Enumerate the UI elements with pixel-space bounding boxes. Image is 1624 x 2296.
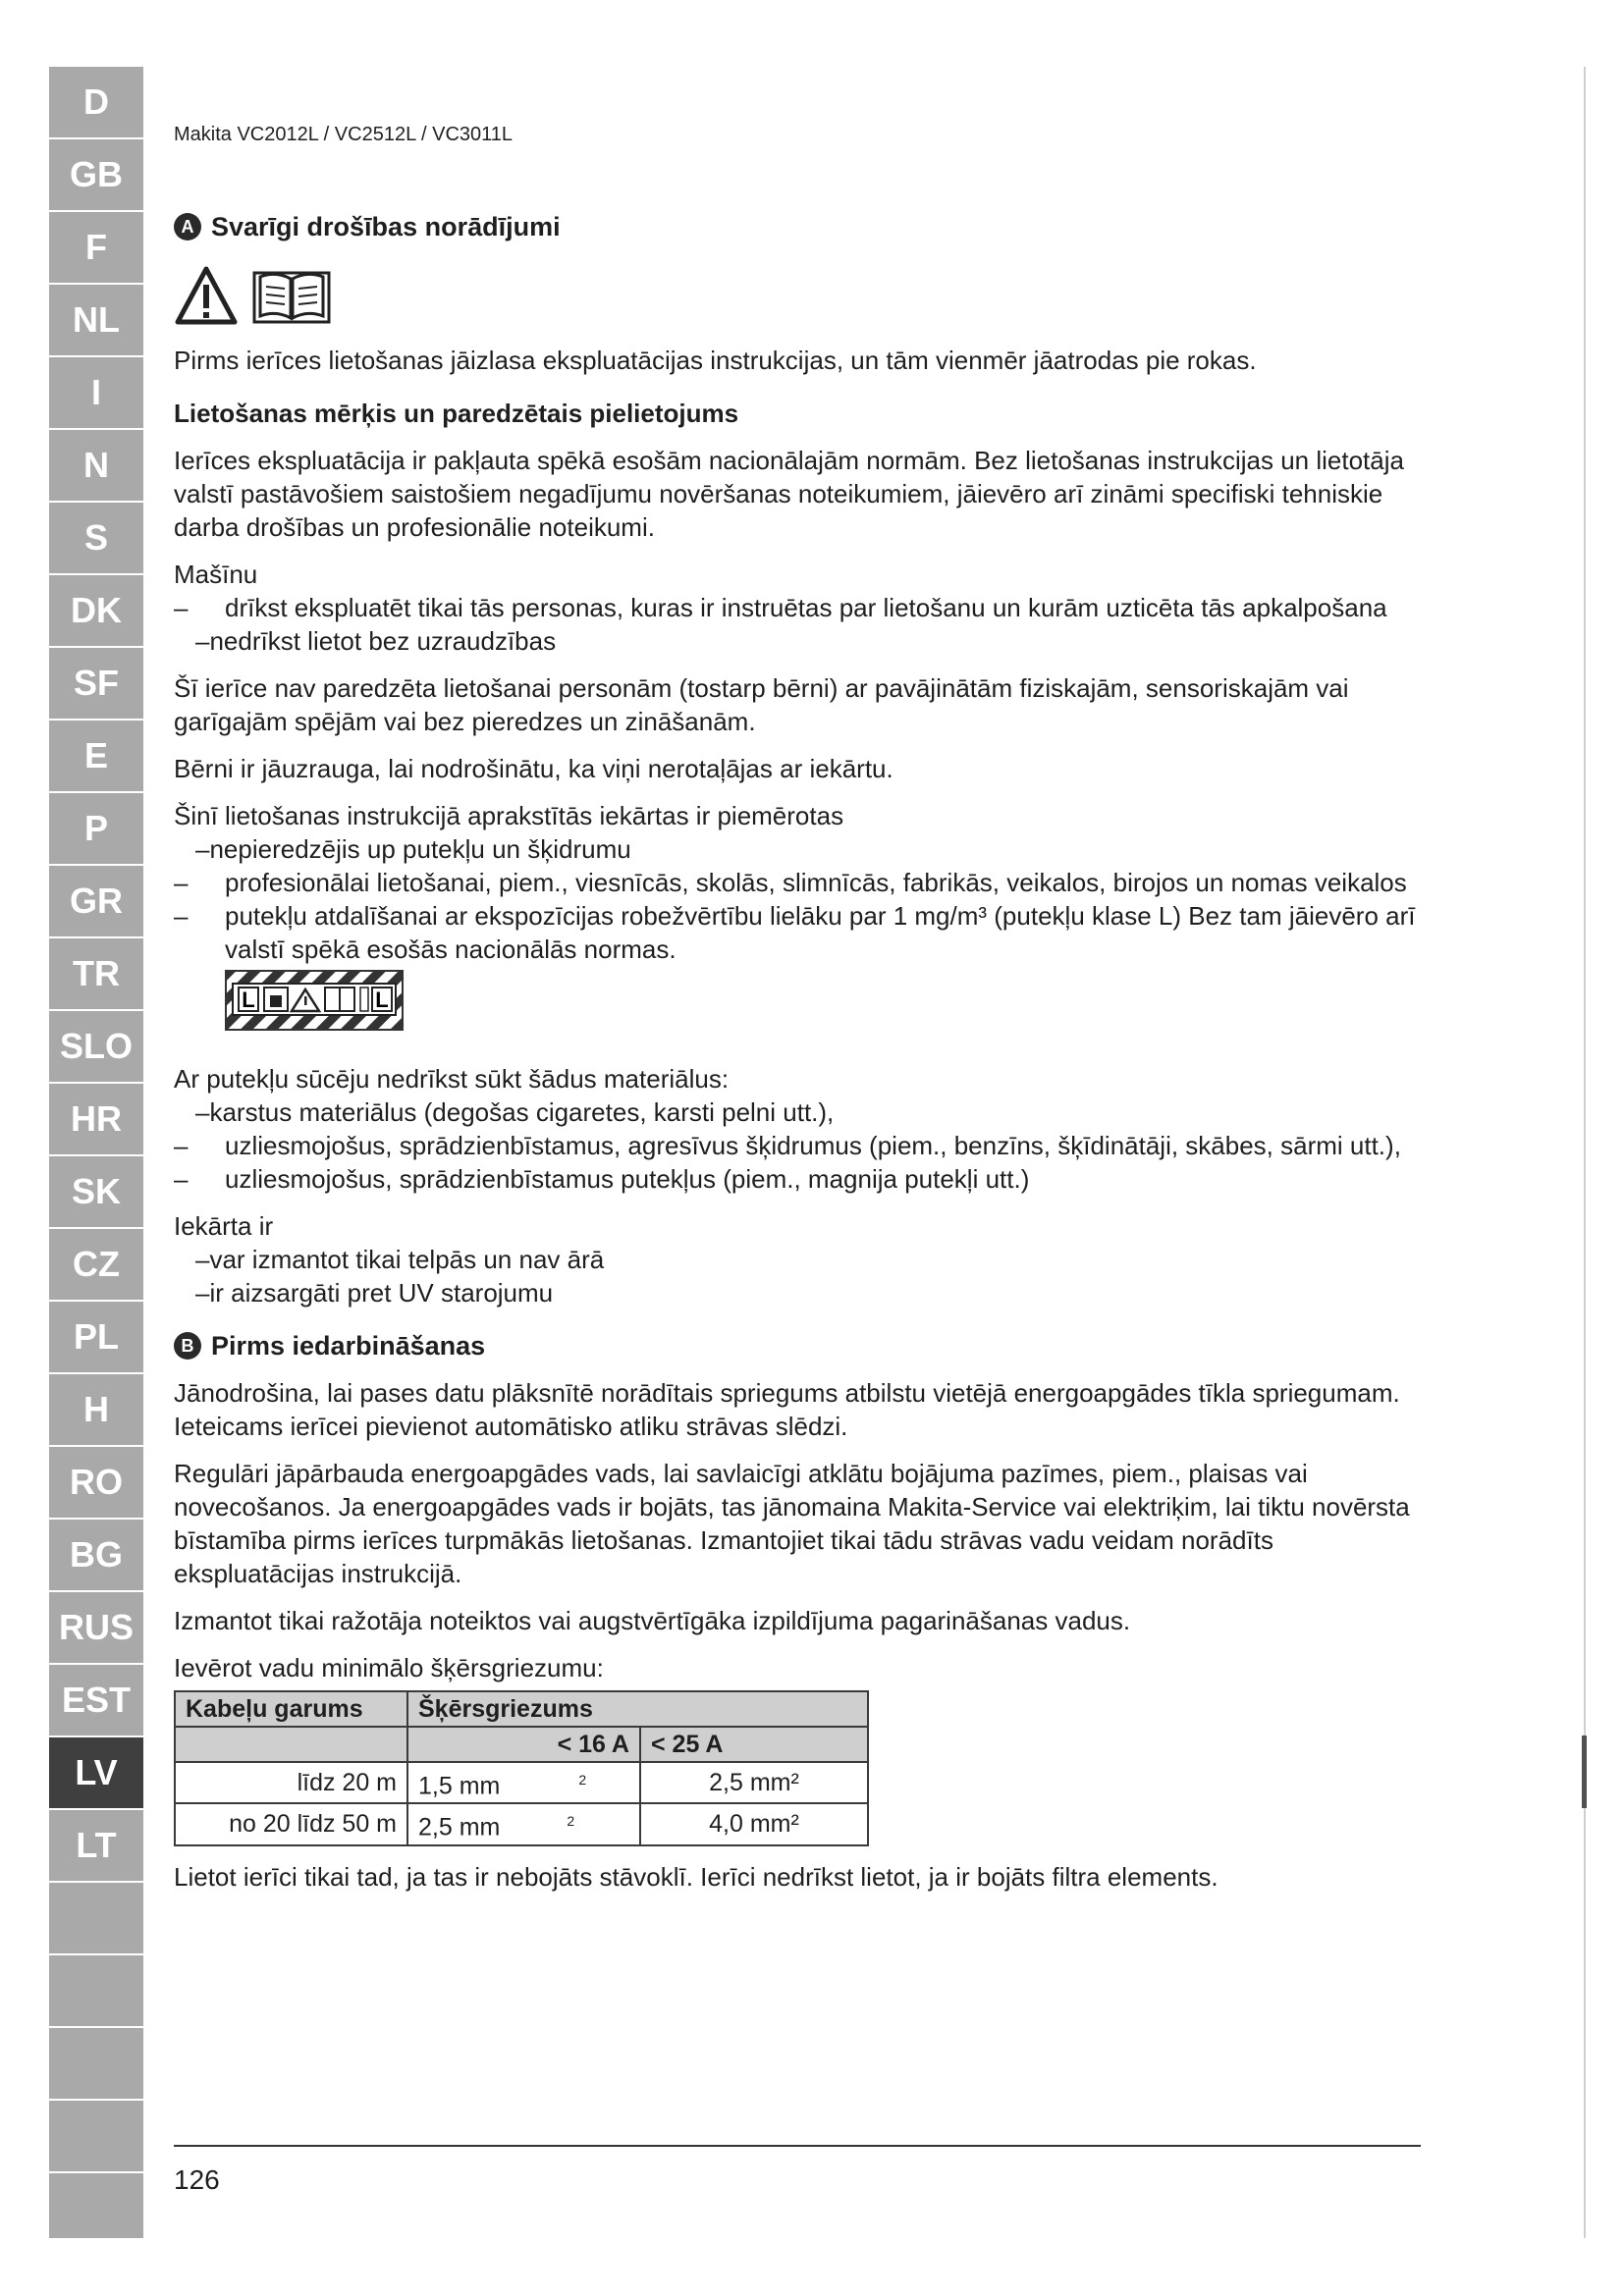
- header-length: Kabeļu garums: [175, 1691, 407, 1727]
- dust-class-l-label: [225, 970, 1421, 1039]
- lang-tab-lt[interactable]: LT: [49, 1810, 143, 1883]
- lang-tab-f[interactable]: F: [49, 212, 143, 285]
- cell-16a-sup: 2: [578, 1772, 587, 1788]
- lang-tab-slo[interactable]: SLO: [49, 1011, 143, 1084]
- voltage-paragraph: Jānodrošina, lai pases datu plāksnītē norādītais spriegums atbilstu vietējā energoapgādes tīkla spriegumam. Ieteicams ierīcei pievienot automātisko atliku strāvas slēdzi.: [174, 1378, 1400, 1441]
- lang-tab-bg[interactable]: BG: [49, 1520, 143, 1592]
- subheader-16a: < 16 A: [407, 1727, 640, 1762]
- list-item: – uzliesmojošus, sprādzienbīstamus, agresīvus šķidrumus (piem., benzīns, šķīdinātāji, skābes, sārmi utt.),: [174, 1131, 1401, 1160]
- lang-tab-empty: [49, 2028, 143, 2101]
- section-a-badge: A: [174, 213, 201, 240]
- right-margin-line: [1584, 67, 1586, 2238]
- dust-class-l-icon: [225, 970, 404, 1031]
- lang-tab-s[interactable]: S: [49, 503, 143, 575]
- cell-25a: 4,0 mm²: [640, 1803, 868, 1844]
- cell-16a-value: 1,5 mm: [418, 1772, 501, 1800]
- lang-tab-ro[interactable]: RO: [49, 1447, 143, 1520]
- lang-tab-gb[interactable]: GB: [49, 139, 143, 212]
- lang-tab-pl[interactable]: PL: [49, 1302, 143, 1374]
- lang-tab-empty: [49, 1955, 143, 2028]
- table-header-row: [175, 1691, 868, 1727]
- cable-table: [174, 1690, 869, 1846]
- table-row: [175, 1762, 868, 1803]
- safety-icons: [174, 265, 1421, 326]
- forbidden-list: [174, 1095, 1421, 1196]
- filter-paragraph: Lietot ierīci tikai tad, ja tas ir nebojāts stāvoklī. Ierīci nedrīkst lietot, ja ir bojāts filtra elements.: [174, 1861, 1218, 1892]
- list-item-text: putekļu atdalīšanai ar ekspozīcijas robežvērtību lielāku par 1 mg/m³ (putekļu klase L) Bez tam jāievēro arī valstī spēkā esošās nacionālās normas.: [225, 901, 1416, 964]
- regulations-paragraph: Ierīces ekspluatācija ir pakļauta spēkā esošām nacionālajām normām. Bez lietošanas instrukcijas un lietotāja valstī pastāvošiem saistošiem negadījumu novēršanas noteikumiem, jāievēro arī zināmi specifiski tehniskie darba drošības un profesionālie noteikumi.: [174, 446, 1404, 542]
- dust-class-letter-left: L: [242, 988, 255, 1012]
- list-item-text: profesionālai lietošanai, piem., viesnīcās, skolās, slimnīcās, fabrikās, veikalos, birojos un nomas veikalos: [225, 868, 1407, 897]
- list-item-text: –var izmantot tikai telpās un nav ārā: [195, 1245, 605, 1274]
- page-number: 126: [174, 2164, 220, 2195]
- suitable-label: Šinī lietošanas instrukcijā aprakstītās iekārtas ir piemērotas: [174, 801, 844, 830]
- lang-tab-nl[interactable]: NL: [49, 285, 143, 357]
- persons-paragraph: Šī ierīce nav paredzēta lietošanai personām (tostarp bērni) ar pavājinātām fiziskajām, sensoriskajām vai garīgajām spējām vai bez pieredzes un zināšanām.: [174, 673, 1349, 736]
- table-row: [175, 1803, 868, 1844]
- cell-length: līdz 20 m: [175, 1762, 407, 1803]
- extension-paragraph: Izmantot tikai ražotāja noteiktos vai augstvērtīgāka izpildījuma pagarināšanas vadus.: [174, 1606, 1131, 1635]
- list-item: – putekļu atdalīšanai ar ekspozīcijas robežvērtību lielāku par 1 mg/m³ (putekļu klase L) Bez tam jāievēro arī valstī spēkā esošās nacionālās normas.: [174, 899, 1421, 966]
- right-margin-marker: [1582, 1735, 1587, 1808]
- cable-check-paragraph: Regulāri jāpārbauda energoapgādes vads, lai savlaicīgi atklātu bojājuma pazīmes, piem., plaisas vai novecošanos. Ja energoapgādes vads ir bojāts, tas jānomaina Makita-Service vai elektriķim, lai tiktu novērsta bīstamība pirms ierīces turpmākās lietošanas. Izmantojiet tikai tādu strāvas vadu veidam norādīts ekspluatācijas instrukcijā.: [174, 1459, 1410, 1588]
- header-cross-section: Šķērsgriezums: [407, 1691, 868, 1727]
- list-item: [174, 832, 1421, 866]
- list-item: [174, 624, 1421, 658]
- lang-tab-cz[interactable]: CZ: [49, 1229, 143, 1302]
- lang-tab-empty: [49, 1883, 143, 1955]
- list-item: [174, 1276, 1421, 1309]
- lang-tab-sf[interactable]: SF: [49, 648, 143, 721]
- cell-25a: 2,5 mm²: [640, 1762, 868, 1803]
- purpose-subheading: Lietošanas mērķis un paredzētais pielietojums: [174, 399, 739, 428]
- forbidden-label: Ar putekļu sūcēju nedrīkst sūkt šādus materiālus:: [174, 1064, 730, 1094]
- list-item-text: uzliesmojošus, sprādzienbīstamus, agresīvus šķidrumus (piem., benzīns, šķīdinātāji, skābes, sārmi utt.),: [225, 1131, 1401, 1160]
- list-item: – profesionālai lietošanai, piem., viesnīcās, skolās, slimnīcās, fabrikās, veikalos, birojos un nomas veikalos: [174, 868, 1407, 897]
- cell-16a-value: 2,5 mm: [418, 1813, 501, 1842]
- list-item: – drīkst ekspluatēt tikai tās personas, kuras ir instruētas par lietošanu un kurām uzticēta tās apkalpošana: [174, 593, 1387, 622]
- lang-tab-sk[interactable]: SK: [49, 1156, 143, 1229]
- list-item: [174, 1095, 1421, 1129]
- subheader-empty: [175, 1727, 407, 1762]
- list-item: – uzliesmojošus, sprādzienbīstamus putekļus (piem., magnija putekļi utt.): [174, 1164, 1030, 1194]
- section-a-title: [174, 210, 1421, 243]
- lang-tab-gr[interactable]: GR: [49, 866, 143, 938]
- list-item-text: uzliesmojošus, sprādzienbīstamus putekļus (piem., magnija putekļi utt.): [225, 1164, 1030, 1194]
- machines-list: [174, 591, 1421, 658]
- lang-tab-i[interactable]: I: [49, 357, 143, 430]
- lang-tab-est[interactable]: EST: [49, 1665, 143, 1737]
- dust-class-letter-right: L: [375, 988, 389, 1012]
- list-item-text: –nedrīkst lietot bez uzraudzības: [195, 626, 557, 656]
- cell-16a: [407, 1803, 640, 1844]
- intro-text: Pirms ierīces lietošanas jāizlasa ekspluatācijas instrukcijas, un tām vienmēr jāatrodas pie rokas.: [174, 346, 1257, 375]
- lang-tab-tr[interactable]: TR: [49, 938, 143, 1011]
- lang-tab-n[interactable]: N: [49, 430, 143, 503]
- suitable-list: [174, 832, 1421, 966]
- cross-section-label: Ievērot vadu minimālo šķērsgriezumu:: [174, 1653, 604, 1682]
- list-item-text: drīkst ekspluatēt tikai tās personas, kuras ir instruētas par lietošanu un kurām uzticēta tās apkalpošana: [225, 593, 1387, 622]
- lang-tab-lv[interactable]: LV: [49, 1737, 143, 1810]
- cell-16a: [407, 1762, 640, 1803]
- page-content: [174, 118, 1421, 1907]
- section-b-badge: B: [174, 1332, 201, 1360]
- list-item-text: –ir aizsargāti pret UV starojumu: [195, 1278, 554, 1308]
- list-item-text: –nepieredzējis up putekļu un šķidrumu: [195, 834, 631, 864]
- subheader-25a: < 25 A: [640, 1727, 868, 1762]
- lang-tab-d[interactable]: D: [49, 67, 143, 139]
- lang-tab-h[interactable]: H: [49, 1374, 143, 1447]
- lang-tab-hr[interactable]: HR: [49, 1084, 143, 1156]
- machines-label: Mašīnu: [174, 560, 258, 589]
- warning-triangle-icon: [174, 265, 239, 326]
- device-list: [174, 1243, 1421, 1309]
- manual-book-icon: [250, 265, 333, 326]
- lang-tab-e[interactable]: E: [49, 721, 143, 793]
- footer-divider: [174, 2145, 1421, 2147]
- lang-tab-p[interactable]: P: [49, 793, 143, 866]
- list-item-text: –karstus materiālus (degošas cigaretes, karsti pelni utt.),: [195, 1097, 835, 1127]
- device-label: Iekārta ir: [174, 1211, 274, 1241]
- cell-length: no 20 līdz 50 m: [175, 1803, 407, 1844]
- lang-tab-dk[interactable]: DK: [49, 575, 143, 648]
- list-item: [174, 1243, 1421, 1276]
- table-subheader-row: [175, 1727, 868, 1762]
- section-b-title: [174, 1329, 1421, 1362]
- children-paragraph: Bērni ir jāuzrauga, lai nodrošinātu, ka viņi nerotaļājas ar iekārtu.: [174, 754, 893, 783]
- language-sidebar: [49, 67, 143, 2238]
- section-b-title-text: Pirms iedarbināšanas: [211, 1331, 486, 1361]
- model-header: Makita VC2012L / VC2512L / VC3011L: [174, 124, 514, 145]
- lang-tab-empty: [49, 2101, 143, 2173]
- lang-tab-rus[interactable]: RUS: [49, 1592, 143, 1665]
- cell-16a-sup: 2: [567, 1813, 575, 1830]
- section-a-title-text: Svarīgi drošības norādījumi: [211, 212, 561, 241]
